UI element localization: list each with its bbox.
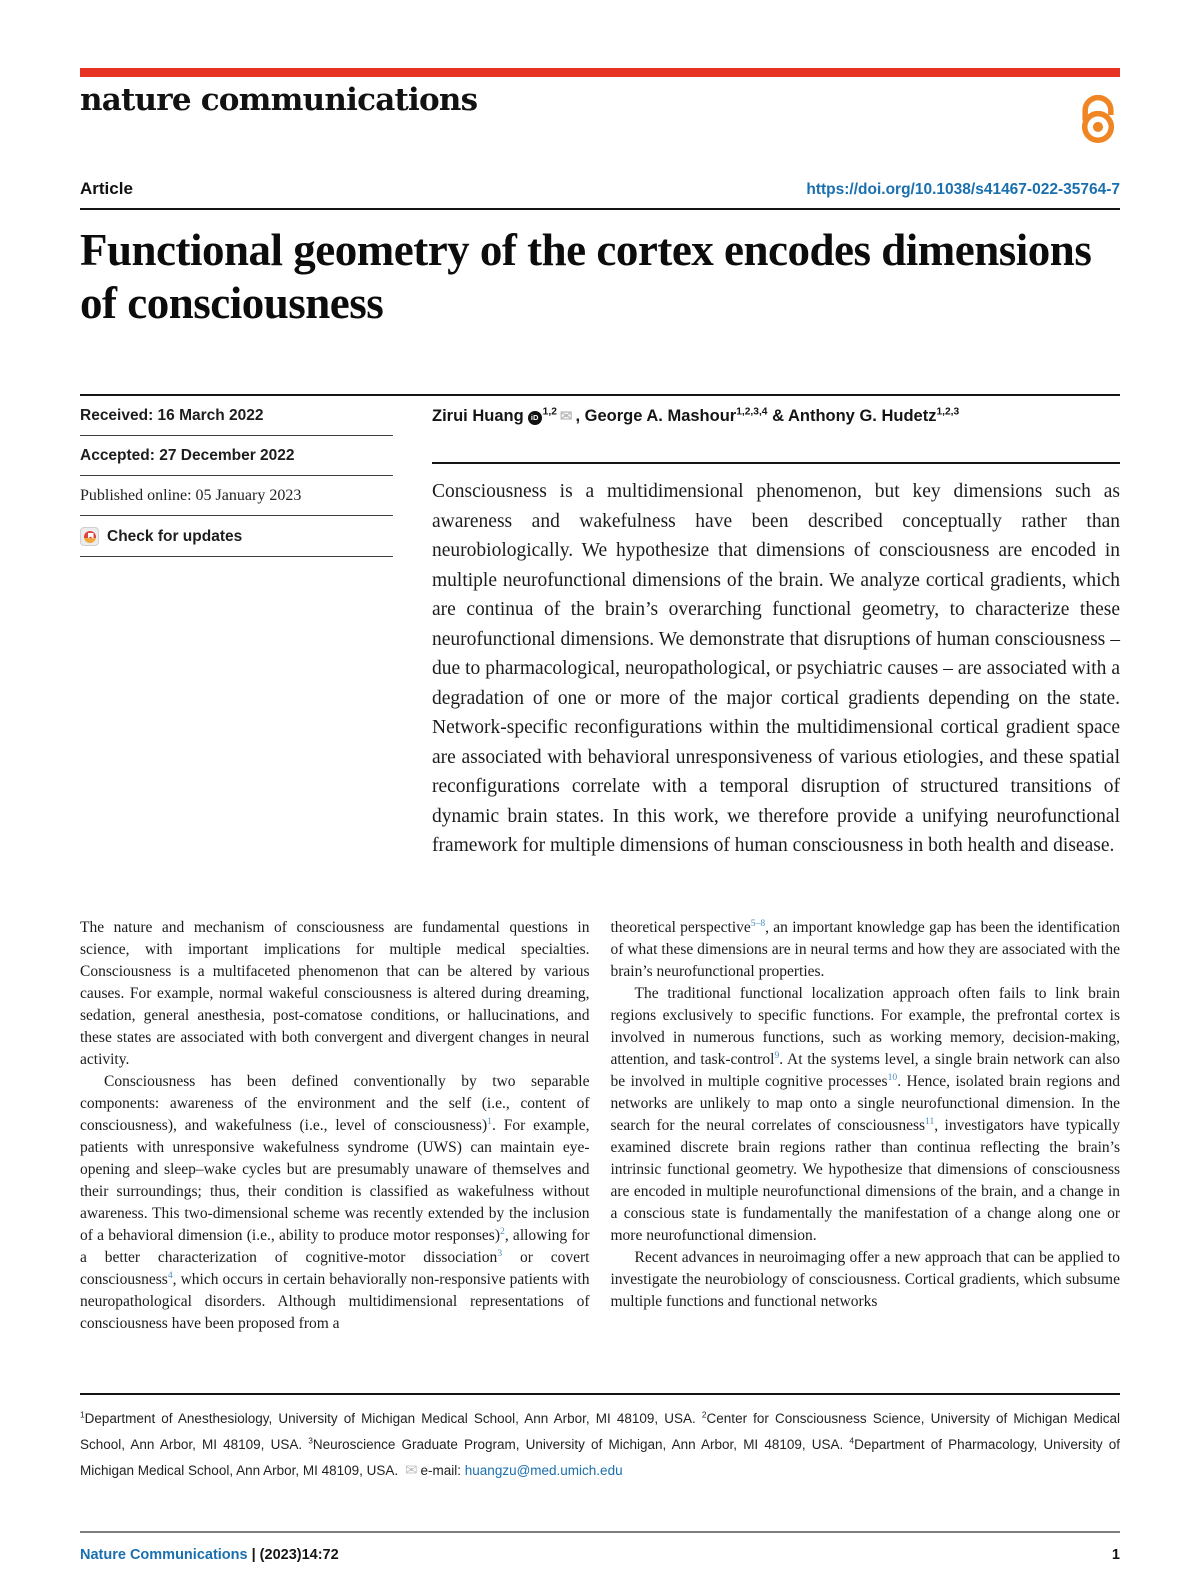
superscript-ref: 1,2 <box>542 406 557 418</box>
masthead-accent-bar <box>80 68 1120 77</box>
superscript-ref: 2 <box>701 1409 707 1420</box>
body-paragraph <box>611 983 1121 1247</box>
text-run: theoretical perspective <box>610 918 751 936</box>
text-run: . At the systems level, a single brain network can also be involved in multiple cognitive processes <box>610 1050 1121 1090</box>
superscript-ref: 1 <box>487 1115 492 1127</box>
email-link[interactable]: huangzu@med.umich.edu <box>464 1462 623 1478</box>
superscript-ref: 1,2,3,4 <box>736 406 768 418</box>
page-number: 1 <box>1111 1547 1120 1563</box>
superscript-ref: 3 <box>497 1247 503 1259</box>
superscript-ref: 1 <box>80 1409 85 1420</box>
abstract-column <box>432 396 1120 861</box>
superscript-ref: 10 <box>887 1071 898 1083</box>
text-run: , which occurs in certain behaviorally non-responsive patients with neuropathological disorders. Although multidimensional representations of consciousness have been proposed from a <box>80 1270 590 1332</box>
body-column-left <box>80 917 590 1335</box>
envelope-icon[interactable]: ✉ <box>559 408 573 426</box>
footer-left <box>80 1547 339 1563</box>
text-run: Center for Consciousness Science, University of Michigan Medical School, Ann Arbor, MI 48109, USA. <box>80 1410 1120 1452</box>
text-run: The nature and mechanism of consciousness are fundamental questions in science, with important implications for multiple medical specialties. Consciousness is a multifaceted phenomenon that can be altered by various causes. For example, normal wakeful consciousness is altered during dreaming, sedation, general anesthesia, post-comatose conditions, or hallucinations, and these states are associated with both convergent and divergent changes in neural activity. <box>80 918 590 1068</box>
info-section <box>80 394 1120 861</box>
text-run: & Anthony G. Hudetz <box>767 407 937 426</box>
abstract-divider <box>432 462 1120 464</box>
body-column-right <box>611 917 1121 1335</box>
superscript-ref: 4 <box>849 1435 855 1446</box>
masthead <box>80 82 1120 149</box>
doi-link[interactable]: https://doi.org/10.1038/s41467-022-35764-7 <box>806 181 1120 198</box>
open-access-icon <box>1076 86 1120 149</box>
superscript-ref: 4 <box>167 1269 173 1281</box>
dates-rail <box>80 396 393 861</box>
text-run: , allowing for a better characterization of cognitive-motor dissociation <box>80 1226 590 1266</box>
envelope-icon[interactable]: ✉ <box>404 1461 418 1479</box>
body-paragraph <box>611 1247 1121 1313</box>
orcid-icon[interactable]: iD <box>528 411 542 425</box>
text-run: , George A. Mashour <box>575 407 737 426</box>
text-run: The traditional functional localization approach often fails to link brain regions exclusively to specific functions. For example, the prefrontal cortex is involved in numerous functions, such as working memory, decision-making, attention, and task-control <box>610 984 1120 1068</box>
abstract-text: Consciousness is a multidimensional phenomenon, but key dimensions such as awareness and wakefulness have been described conceptually rather than neurobiologically. We hypothesize that dimensions of consciousness are encoded in multiple neurofunctional dimensions of the brain. We analyze cortical gradients, which are continua of the brain’s overarching functional geometry, to characterize these neurofunctional dimensions. We demonstrate that disruptions of human consciousness – due to pharmacological, neuropathological, or psychiatric causes – are associated with a degradation of one or more of the major cortical gradients depending on the state. Network-specific reconfigurations within the multidimensional cortical gradient space are associated with behavioral unresponsiveness of various etiologies, and these spatial reconfigurations correlate with a temporal disruption of structured transitions of dynamic brain states. In this work, we therefore provide a unifying neurofunctional framework for multiple dimensions of human consciousness in both health and disease. <box>432 481 1120 857</box>
accepted-date: Accepted: 27 December 2022 <box>80 436 393 476</box>
footer-row <box>80 1533 1120 1563</box>
text-run: , investigators have typically examined discrete brain regions rather than continua reflecting the brain’s intrinsic functional geometry. We hypothesize that dimensions of consciousness are encoded in multiple neurofunctional dimensions of the brain, and a change in a conscious state is fundamentally the manifestation of a change along one or more neurofunctional dimension. <box>610 1116 1120 1244</box>
body-paragraph <box>80 1071 590 1335</box>
received-date: Received: 16 March 2022 <box>80 396 393 436</box>
page-footer <box>80 1531 1120 1563</box>
body-paragraph <box>80 917 590 1071</box>
published-date: Published online: 05 January 2023 <box>80 476 393 516</box>
superscript-ref: 5–8 <box>750 917 766 929</box>
text-run: Recent advances in neuroimaging offer a new approach that can be applied to investigate the neurobiology of consciousness. Cortical gradients, which subsume multiple functions and functional networks <box>610 1248 1120 1310</box>
superscript-ref: 1,2,3 <box>936 406 960 418</box>
text-run: Department of Anesthesiology, University of Michigan Medical School, Ann Arbor, MI 48109, USA. <box>84 1410 702 1426</box>
article-type-label: Article <box>80 179 133 198</box>
text-run: or covert consciousness <box>80 1248 590 1288</box>
text-run: Department of Pharmacology, University of Michigan Medical School, Ann Arbor, MI 48109, USA. <box>80 1436 1120 1478</box>
footer-citation: | (2023)14:72 <box>251 1547 339 1563</box>
check-for-updates-link[interactable] <box>80 516 393 557</box>
superscript-ref: 11 <box>925 1115 935 1127</box>
footer-journal-link[interactable]: Nature Communications <box>80 1547 248 1563</box>
text-run: Consciousness has been defined conventionally by two separable components: awareness of the environment and the self (i.e., content of consciousness), and wakefulness (i.e., level of consciousness) <box>80 1072 590 1134</box>
text-run: e-mail: <box>420 1462 465 1478</box>
body-columns <box>80 917 1120 1335</box>
affiliations <box>80 1393 1120 1484</box>
crossmark-icon <box>80 527 99 546</box>
superscript-ref: 2 <box>500 1225 505 1237</box>
text-run: , an important knowledge gap has been the identification of what these dimensions are in neural terms and how they are associated with the brain’s neurofunctional properties. <box>610 918 1121 980</box>
page-title: Functional geometry of the cortex encodes dimensions of consciousness <box>80 225 1092 329</box>
superscript-ref: 9 <box>774 1049 780 1061</box>
superscript-ref: 3 <box>308 1435 313 1446</box>
text-run: Neuroscience Graduate Program, University of Michigan, Ann Arbor, MI 48109, USA. <box>312 1436 850 1452</box>
authors-line <box>432 396 1120 426</box>
article-type-row <box>80 179 1120 199</box>
check-for-updates-label: Check for updates <box>107 527 243 545</box>
text-run: . Hence, isolated brain regions and networks are unlikely to map onto a single neurofunctional dimension. In the search for the neural correlates of consciousness <box>610 1072 1121 1134</box>
header-divider <box>80 208 1120 210</box>
text-run: Zirui Huang <box>432 407 524 426</box>
text-run: . For example, patients with unresponsive wakefulness syndrome (UWS) can maintain eye-opening and sleep–wake cycles but are presumably unaware of themselves and their surroundings; thus, their condition is classified as wakefulness without awareness. This two-dimensional scheme was recently extended by the inclusion of a behavioral dimension (i.e., ability to produce motor responses) <box>80 1116 590 1244</box>
journal-logo: nature communications <box>80 82 478 118</box>
body-paragraph <box>611 917 1121 983</box>
